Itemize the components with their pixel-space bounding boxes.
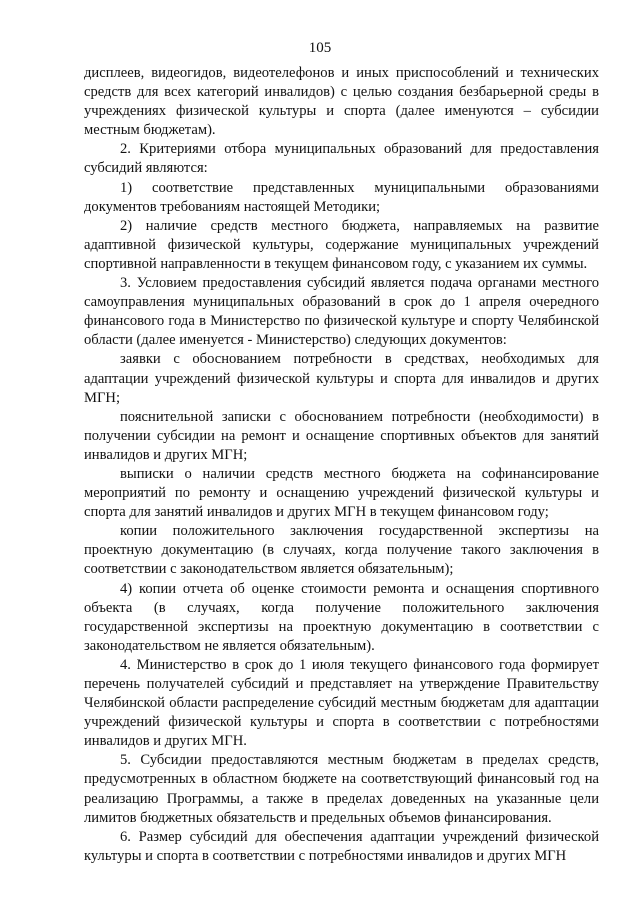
paragraph: копии положительного заключения государственной экспертизы на проектную документацию (в случаях, когда получение такого заключения в соответствии с законодательством является обязательным);	[84, 523, 599, 578]
paragraph: 2. Критериями отбора муниципальных образований для предоставления субсидий являются:	[84, 141, 599, 177]
paragraph: 6. Размер субсидий для обеспечения адаптации учреждений физической культуры и спорта в соответствии с потребностями инвалидов и других МГН	[84, 828, 599, 864]
paragraph: 4. Министерство в срок до 1 июля текущего финансового года формирует перечень получателей субсидий и представляет на утверждение Правительству Челябинской области распределение субсидий местным бюджетам для адаптации учреждений физической культуры и спорта в соответствии с потребностями инвалидов и других МГН.	[84, 656, 599, 750]
document-body	[84, 64, 599, 866]
paragraph: заявки с обоснованием потребности в средствах, необходимых для адаптации учреждений физической культуры и спорта для инвалидов и других МГН;	[84, 351, 599, 406]
paragraph: 3. Условием предоставления субсидий является подача органами местного самоуправления муниципальных образований в срок до 1 апреля очередного финансового года в Министерство по физической культуре и спорту Челябинской области (далее именуется - Министерство) следующих документов:	[84, 275, 599, 349]
paragraph: пояснительной записки с обоснованием потребности (необходимости) в получении субсидии на ремонт и оснащение спортивных объектов для занятий инвалидов и других МГН;	[84, 408, 599, 463]
paragraph: выписки о наличии средств местного бюджета на софинансирование мероприятий по ремонту и оснащению учреждений физической культуры и спорта для занятий инвалидов и других МГН в текущем финансовом году;	[84, 465, 599, 521]
paragraph: дисплеев, видеогидов, видеотелефонов и иных приспособлений и технических средств для всех категорий инвалидов) с целью создания безбарьерной среды в учреждениях физической культуры и спорта (далее именуются – субсидии местным бюджетам).	[84, 65, 599, 139]
paragraph: 2) наличие средств местного бюджета, направляемых на развитие адаптивной физической культуры, содержание муниципальных учреждений спортивной направленности в текущем финансовом году, с указанием их суммы.	[84, 217, 599, 272]
page-number: 105	[308, 40, 332, 56]
paragraph: 1) соответствие представленных муниципальными образованиями документов требованиям настоящей Методики;	[84, 179, 599, 215]
paragraph: 5. Субсидии предоставляются местным бюджетам в пределах средств, предусмотренных в областном бюджете на соответствующий финансовый год на реализацию Программы, а также в пределах доведенных на указанные цели лимитов бюджетных обязательств и предельных объемов финансирования.	[84, 752, 599, 826]
paragraph: 4) копии отчета об оценке стоимости ремонта и оснащения спортивного объекта (в случаях, когда получение положительного заключения государственной экспертизы на проектную документацию в соответствии с законодательством не является обязательным).	[84, 580, 599, 654]
